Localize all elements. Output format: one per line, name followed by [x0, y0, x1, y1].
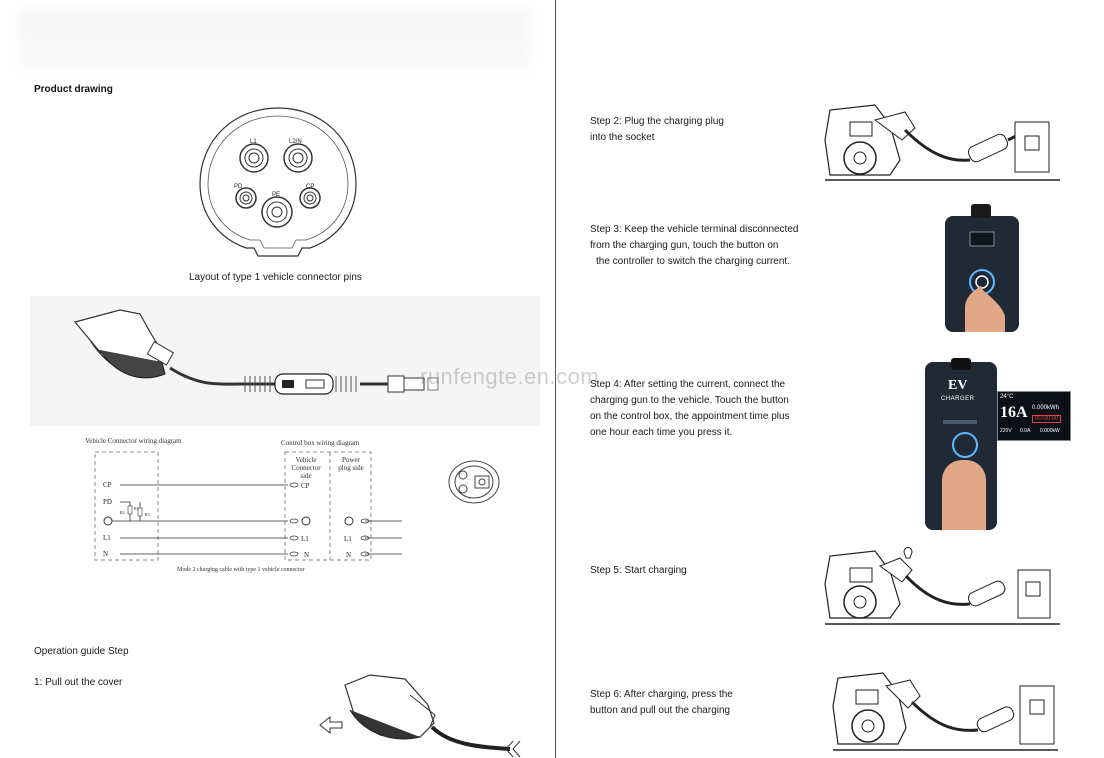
step3-controller-illustration [945, 204, 1019, 332]
wire-row-n: N [103, 550, 109, 558]
display-amps: 0.0A [1020, 428, 1031, 434]
pin-layout-diagram [198, 106, 358, 258]
step4-line4: one hour each time you press it. [590, 427, 733, 438]
display-current: 16A [1000, 404, 1028, 421]
display-power: 0.000kW [1040, 428, 1060, 434]
step3-line3: the controller to switch the charging current. [596, 256, 790, 267]
step2-illustration [820, 100, 1060, 186]
step2-line2: into the socket [590, 132, 655, 143]
step5-text: Step 5: Start charging [590, 565, 687, 576]
power-l1-label: L1 [344, 535, 352, 543]
controller-touch-button [952, 432, 978, 458]
charger-sub-logo: CHARGER [941, 396, 975, 402]
pressing-hand [942, 460, 986, 530]
control-cp-label: CP [301, 482, 310, 490]
power-n-label: N [346, 551, 352, 559]
display-timer: 00:00:00 [1032, 415, 1061, 423]
step6-line2: button and pull out the charging [590, 705, 731, 716]
control-n-label: N [304, 551, 310, 559]
power-plug-side-label: Power plug side [338, 456, 364, 472]
charging-cable-drawing [70, 302, 450, 412]
step4-line1: Step 4: After setting the current, connect the [590, 379, 786, 390]
controller-led-strip [943, 420, 977, 424]
display-temp: 24°C [1000, 394, 1014, 400]
wire-row-l1: L1 [103, 534, 111, 542]
ev-logo: EV [948, 378, 968, 393]
step3-line2: from the charging gun, touch the button on [590, 240, 779, 251]
wiring-caption: Mode 2 charging cable with type 1 vehicle connector [177, 567, 305, 573]
control-wiring-title: Control box wiring diagram [281, 439, 360, 447]
step6-line1: Step 6: After charging, press the [590, 689, 733, 700]
pin-label-l2n: L2/N [289, 139, 302, 145]
wire-row-cp: CP [103, 481, 112, 489]
step6-illustration [828, 668, 1058, 754]
step4-line3: on the control box, the appointment time plus [590, 411, 790, 422]
vehicle-connector-side-label: Vehicle Connector side [291, 456, 321, 480]
pull-cover-drawing [310, 665, 530, 758]
watermark-text: runfengte.en.com [420, 364, 600, 389]
step4-line2: charging gun to the vehicle. Touch the button [590, 395, 789, 406]
step1-text: 1: Pull out the cover [34, 677, 123, 688]
connector-face-icon [447, 458, 501, 506]
step2-line1: Step 2: Plug the charging plug [590, 116, 724, 127]
display-voltage: 220V [1000, 428, 1012, 434]
pin-label-pe: PE [272, 192, 281, 198]
operation-guide-heading: Operation guide Step [34, 646, 129, 657]
display-energy: 0.000kWh [1032, 405, 1060, 411]
resistor-r1-label: R1 [134, 506, 139, 511]
controller-hook [951, 358, 971, 370]
resistor-r3-label: R3 [145, 512, 150, 517]
step3-line1: Step 3: Keep the vehicle terminal disconnected [590, 224, 799, 235]
pin-layout-caption: Layout of type 1 vehicle connector pins [189, 272, 362, 283]
resistor-r2-label: R2 [120, 510, 125, 515]
wire-row-pd: PD [103, 498, 112, 506]
blurred-header-area [20, 10, 530, 70]
product-drawing-heading: Product drawing [34, 84, 113, 95]
pin-label-l1: L1 [250, 139, 257, 145]
step5-illustration [820, 546, 1060, 628]
pin-label-cp: CP [306, 184, 315, 190]
control-l1-label: L1 [301, 535, 309, 543]
vehicle-wiring-title: Vehicle Connector wiring diagram [85, 437, 182, 445]
pin-label-pd: PD [234, 184, 243, 190]
